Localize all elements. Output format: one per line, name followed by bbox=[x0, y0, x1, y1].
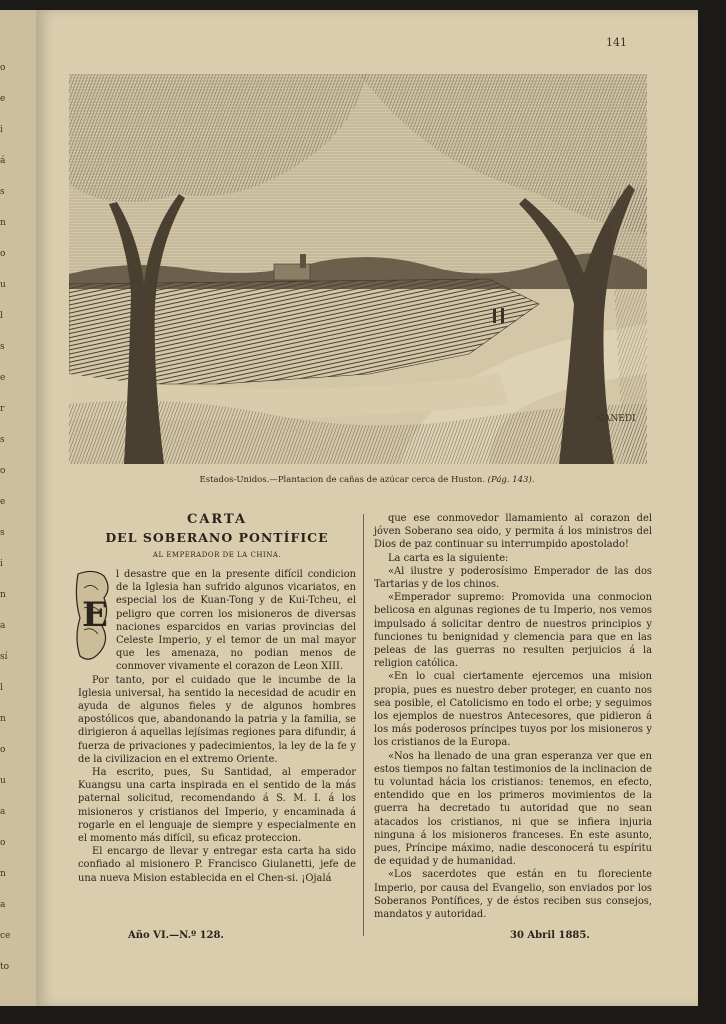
article-paragraph: Por tanto, por el cuidado que le incumbe de la Iglesia universal, ha sentido la necesidad de acudir en ayuda de algunos fieles y de algunos hombres apostólicos que, abandonando la patria y la familia, se dirigieron á aquellas lejísimas regiones para difundir, á fuerza de privaciones y padecimientos, la ley de la fe y de la civilizacion en el extremo Oriente. bbox=[78, 674, 356, 765]
previous-page-text-fragment: u bbox=[0, 280, 6, 290]
previous-page-text-fragment: a bbox=[0, 621, 6, 631]
previous-page-text-fragment: o bbox=[0, 249, 6, 259]
article-paragraph: El encargo de llevar y entregar esta carta ha sido confiado al misionero P. Francisco Giulanetti, jefe de una nueva Mision establecida en el Chen-si. ¡Ojalá bbox=[78, 846, 356, 884]
previous-page-text-fragment: s bbox=[0, 342, 5, 352]
previous-page-text-fragment: n bbox=[0, 218, 6, 228]
previous-page-text-fragment: i bbox=[0, 125, 3, 135]
issue-number: Año VI.—N.º 128. bbox=[128, 930, 224, 941]
article-paragraph: La carta es la siguiente: bbox=[388, 552, 509, 564]
previous-page-text-fragment: i bbox=[0, 559, 3, 569]
previous-page-edge bbox=[0, 10, 37, 1006]
previous-page-text-fragment: sí bbox=[0, 652, 8, 662]
previous-page-text-fragment: n bbox=[0, 590, 6, 600]
article-paragraph: «Nos ha llenado de una gran esperanza ver que en estos tiempos no faltan testimonios de la inclinacion de tu voluntad hácia los cristianos: tenemos, en efecto, entendido que en los primeros movimientos de la guerra ha decretado tu autoridad que no sean atacados los cristianos, ni que se infiera injuria ninguna á los misioneros franceses. En este asunto, pues, Príncipe máximo, nadie desconocerá tu espíritu de equidad y de humanidad. bbox=[374, 750, 652, 868]
previous-page-text-fragment: o bbox=[0, 63, 6, 73]
column-divider bbox=[363, 514, 364, 936]
previous-page-text-fragment: ce bbox=[0, 931, 11, 941]
article-paragraph: «Los sacerdotes que están en tu floreciente Imperio, por causa del Evangelio, son enviados por los Soberanos Pontífices, y de éstos reciben sus consejos, mandatos y autoridad. bbox=[374, 869, 652, 921]
article-paragraph: «Al ilustre y poderosísimo Emperador de las dos Tartarias y de los chinos. bbox=[374, 565, 652, 591]
previous-page-text-fragment: to bbox=[0, 962, 10, 972]
previous-page-text-fragment: o bbox=[0, 838, 6, 848]
engraving-artwork bbox=[69, 74, 647, 464]
artist-signature: CANEDI bbox=[597, 414, 636, 424]
previous-page-text-fragment: e bbox=[0, 497, 6, 507]
previous-page-text-fragment: n bbox=[0, 714, 6, 724]
previous-page-text-fragment: s bbox=[0, 435, 5, 445]
drop-cap-letter: E bbox=[82, 595, 108, 635]
magazine-page bbox=[36, 10, 698, 1006]
previous-page-text-fragment: s bbox=[0, 528, 5, 538]
article-paragraph: l desastre que en la presente difícil condicion de la Iglesia han sufrido algunos vicariatos, en especial los de Kuan-Tong y de Kui-Tcheu, el peligro que corren los misioneros de diversas naciones esparcidos en varias provincias del Celeste Imperio, y el temor de un mal mayor que les amenaza, no podian menos de conmover vivamente el corazon de Leon XIII. bbox=[116, 569, 356, 673]
caption-page-reference: (Pág. 143). bbox=[487, 475, 535, 485]
previous-page-text-fragment: e bbox=[0, 373, 6, 383]
article-paragraph: «En lo cual ciertamente ejercemos una mision propia, pues es nuestro deber proteger, en cuanto nos sea posible, el Catolicismo en todo el orbe; y seguimos los ejemplos de nuestros Antecesores, que pidieron á los más poderosos príncipes tuyos por los misioneros y los cristianos de la Europa. bbox=[374, 671, 652, 749]
previous-page-text-fragment: o bbox=[0, 466, 6, 476]
previous-page-text-fragment: a bbox=[0, 807, 6, 817]
issue-date: 30 Abril 1885. bbox=[510, 930, 590, 941]
previous-page-text-fragment: n bbox=[0, 869, 6, 879]
drop-cap-ornament-icon bbox=[74, 568, 114, 664]
article-left-column bbox=[78, 512, 356, 885]
previous-page-text-fragment: l bbox=[0, 683, 3, 693]
article-subtitle: DEL SOBERANO PONTÍFICE bbox=[105, 530, 329, 545]
ornamental-drop-cap bbox=[74, 568, 110, 664]
previous-page-text-fragment: o bbox=[0, 745, 6, 755]
sugar-cane-plantation-engraving bbox=[69, 74, 647, 464]
previous-page-text-fragment: á bbox=[0, 156, 6, 166]
previous-page-text-fragment: a bbox=[0, 900, 6, 910]
article-paragraph: «Emperador supremo: Promovida una conmocion belicosa en algunas regiones de tu Imperio, nos vemos impulsado á solicitar dentro de nuestros principios y funciones tu benignidad y clemencia para que en las peleas de las guerras no resulten perjuicios á la religion católica. bbox=[374, 592, 652, 670]
caption-text: Estados-Unidos.—Plantacion de cañas de azúcar cerca de Huston. bbox=[199, 475, 485, 485]
previous-page-text-fragment: u bbox=[0, 776, 6, 786]
page-number: 141 bbox=[606, 36, 627, 49]
previous-page-text-fragment: e bbox=[0, 94, 6, 104]
previous-page-text-fragment: l bbox=[0, 311, 3, 321]
article-title: CARTA bbox=[186, 512, 248, 527]
previous-page-text-fragment: s bbox=[0, 187, 5, 197]
article-paragraph: que ese conmovedor llamamiento al corazon del jóven Soberano sea oido, y permita á los ministros del Dios de paz continuar su interrumpido apostolado! bbox=[374, 513, 652, 551]
previous-page-text-fragment: r bbox=[0, 404, 5, 414]
illustration-caption bbox=[36, 475, 698, 485]
article-right-column bbox=[374, 512, 652, 921]
article-paragraph: Ha escrito, pues, Su Santidad, al emperador Kuangsu una carta inspirada en el sentido de la más paternal solicitud, recomendando á S. M. I. á los misioneros y cristianos del Imperio, y encaminada á rogarle en el lenguaje de siempre y especialmente en el momento más difícil, su eficaz proteccion. bbox=[78, 767, 356, 845]
article-dedication: AL EMPERADOR DE LA CHINA. bbox=[152, 551, 282, 559]
